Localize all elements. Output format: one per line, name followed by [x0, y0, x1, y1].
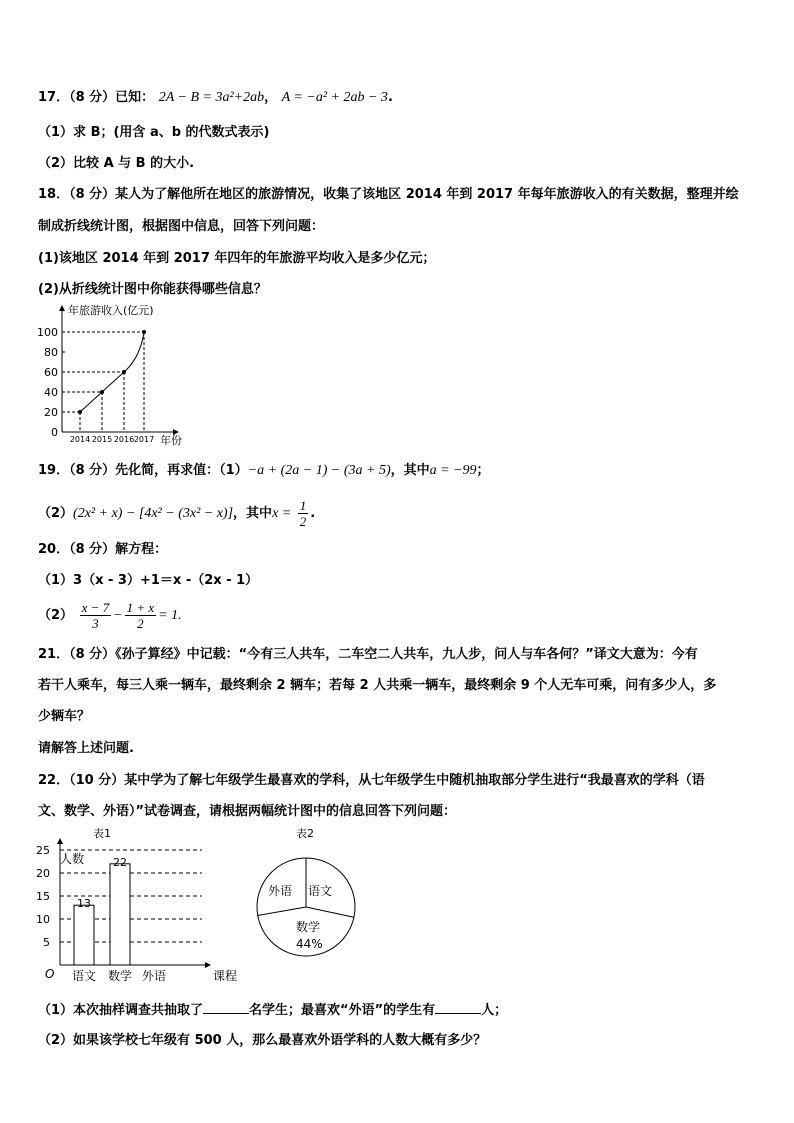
line-chart-xtick: 2015	[91, 435, 113, 444]
q19-part-2	[38, 496, 315, 532]
q18-stem-line-2: 制成折线统计图，根据图中信息，回答下列问题：	[38, 219, 325, 234]
q22-part-1-c: 人；	[481, 1003, 508, 1018]
q22-line-1: 22．（10 分）某中学为了解七年级学生最喜欢的学科，从七年级学生中随机抽取部分学生进行“我最喜欢的学科（语	[38, 773, 705, 788]
bar-chart-x-arrow	[205, 962, 211, 968]
q22-part-1-b: 名学生；最喜欢“外语”的学生有	[249, 1003, 436, 1018]
q19-condition-2: x =	[272, 506, 292, 521]
line-chart-ylabel: 年旅游收入(亿元)	[68, 304, 154, 317]
bar-chart-data-label: 13	[77, 897, 91, 911]
q17-stem	[38, 89, 393, 107]
pie-label-math: 数学	[296, 920, 321, 934]
line-chart-ytick: 80	[44, 346, 58, 359]
q22-line-2: 文、数学、外语）”试卷调查，请根据两幅统计图中的信息回答下列问题：	[38, 804, 457, 819]
q20-fraction-2-numerator: 1 + x	[126, 600, 155, 615]
q19-mid-1: ，其中	[390, 463, 430, 478]
pie-slice-border	[306, 907, 354, 917]
q21-line-3: 少辆车？	[38, 709, 91, 724]
q17-end: .	[387, 90, 393, 105]
q19-end-1: ；	[476, 463, 490, 478]
q17-equation-1: 2A − B = 3a²+2ab	[158, 90, 265, 105]
q20-minus: −	[113, 608, 123, 623]
line-chart-xtick: 2014	[69, 435, 91, 444]
q20-part-1: （1）3（x - 3）+1＝x -（2x - 1）	[38, 573, 259, 588]
line-chart-point	[78, 410, 82, 414]
q19-condition-1: a = −99	[429, 463, 477, 478]
q22-part-2: （2）如果该学校七年级有 500 人，那么最喜欢外语学科的人数大概有多少？	[38, 1033, 487, 1048]
bar-chart-ytick: 10	[36, 913, 50, 926]
bar-chart-category: 语文	[71, 969, 97, 983]
q18-part-1: (1)该地区 2014 年到 2017 年四年的年旅游平均收入是多少亿元；	[38, 251, 436, 266]
line-chart-xtick: 2016	[113, 435, 135, 444]
bar-chart-bar	[74, 905, 94, 965]
q22-part-1-a: （1）本次抽样调查共抽取了	[38, 1003, 204, 1018]
bar-chart-bar	[110, 864, 130, 965]
answer-blank-total[interactable]	[203, 1001, 249, 1014]
q20-head: 20．（8 分）解方程：	[38, 542, 168, 557]
q17-part-1: （1）求 B；(用含 a、b 的代数式表示)	[38, 125, 270, 140]
q18-stem-line-1: 18．（8 分）某人为了解他所在地区的旅游情况，收集了该地区 2014 年到 2017 年每年旅游收入的有关数据，整理并绘	[38, 187, 739, 202]
line-chart-y-arrow	[59, 305, 65, 311]
q21-line-2: 若干人乘车，每三人乘一辆车，最终剩余 2 辆车；若每 2 人共乘一辆车，最终剩余 9 个人无车可乘，问有多少人，多	[38, 678, 717, 693]
subject-pie-chart	[250, 825, 370, 965]
q20-fraction-2-denominator: 2	[137, 616, 144, 631]
q18-part-2: (2)从折线统计图中你能获得哪些信息？	[38, 282, 267, 297]
q20-fraction-1	[80, 600, 112, 631]
line-chart-ytick: 60	[44, 366, 58, 379]
q17-separator: ，	[264, 90, 278, 105]
q19-fraction-denominator: 2	[299, 514, 307, 529]
subject-bar-chart	[30, 825, 250, 990]
line-chart-ytick: 40	[44, 386, 58, 399]
pie-label-chinese: 语文	[308, 884, 333, 898]
q21-line-4: 请解答上述问题.	[38, 741, 134, 756]
q19-stem	[38, 462, 490, 480]
pie-label-math-percent: 44%	[296, 937, 323, 951]
q19-part-2-head: （2）	[38, 506, 74, 521]
q20-fraction-1-denominator: 3	[92, 616, 99, 631]
bar-chart-category: 数学	[107, 969, 133, 983]
line-chart-ytick: 100	[37, 326, 58, 339]
q22-part-1	[38, 1001, 507, 1020]
q20-fraction-1-numerator: x − 7	[81, 600, 110, 615]
tourism-line-chart	[30, 300, 200, 450]
q20-rhs: = 1.	[158, 608, 182, 623]
line-chart-xtick: 2017	[133, 435, 155, 444]
bar-chart-origin: O	[45, 967, 55, 981]
pie-slice-border	[258, 907, 306, 916]
line-chart-ytick: 20	[44, 406, 58, 419]
q21-line-1: 21．（8 分）《孙子算经》中记载：“今有三人共车，二车空二人共车，九人步，问人与车各何？”译文大意为：今有	[38, 647, 698, 662]
q19-head: 19．（8 分）先化简，再求值：（1）	[38, 463, 248, 478]
bar-chart-data-label: 22	[113, 855, 127, 869]
q19-fraction-numerator: 1	[299, 498, 307, 513]
q20-part-2-head: （2）	[38, 608, 74, 623]
q19-end-2: .	[310, 506, 316, 521]
bar-chart-xlabel: 课程	[213, 969, 238, 983]
bar-chart-ytick: 20	[36, 867, 50, 880]
q20-fraction-2	[125, 600, 157, 631]
bar-chart-ylabel: 人数	[60, 852, 85, 866]
line-chart-ytick: 0	[51, 426, 58, 439]
pie-chart-title: 表2	[296, 827, 314, 840]
line-chart-point	[142, 330, 146, 334]
q19-fraction	[298, 498, 309, 529]
line-chart-point	[122, 370, 126, 374]
bar-chart-ytick: 5	[43, 936, 50, 949]
q20-part-2	[38, 598, 182, 634]
q17-part-2: （2）比较 A 与 B 的大小.	[38, 156, 195, 171]
line-chart-xlabel: 年份	[160, 434, 182, 447]
q19-mid-2: ，其中	[233, 506, 273, 521]
line-chart-point	[100, 390, 104, 394]
bar-chart-title: 表1	[93, 827, 111, 840]
bar-chart-category: 外语	[141, 969, 167, 983]
bar-chart-ytick: 25	[36, 844, 50, 857]
bar-chart-y-arrow	[57, 838, 63, 844]
q17-equation-2: A = −a² + 2ab − 3	[281, 90, 388, 105]
answer-blank-foreign[interactable]	[435, 1001, 481, 1014]
q19-expression-2: (2x² + x) − [4x² − (3x² − x)]	[73, 506, 234, 521]
q19-expression-1: −a + (2a − 1) − (3a + 5)	[247, 463, 391, 478]
bar-chart-ytick: 15	[36, 890, 50, 903]
pie-label-foreign: 外语	[268, 884, 293, 898]
q17-head: 17．（8 分）已知：	[38, 90, 155, 105]
